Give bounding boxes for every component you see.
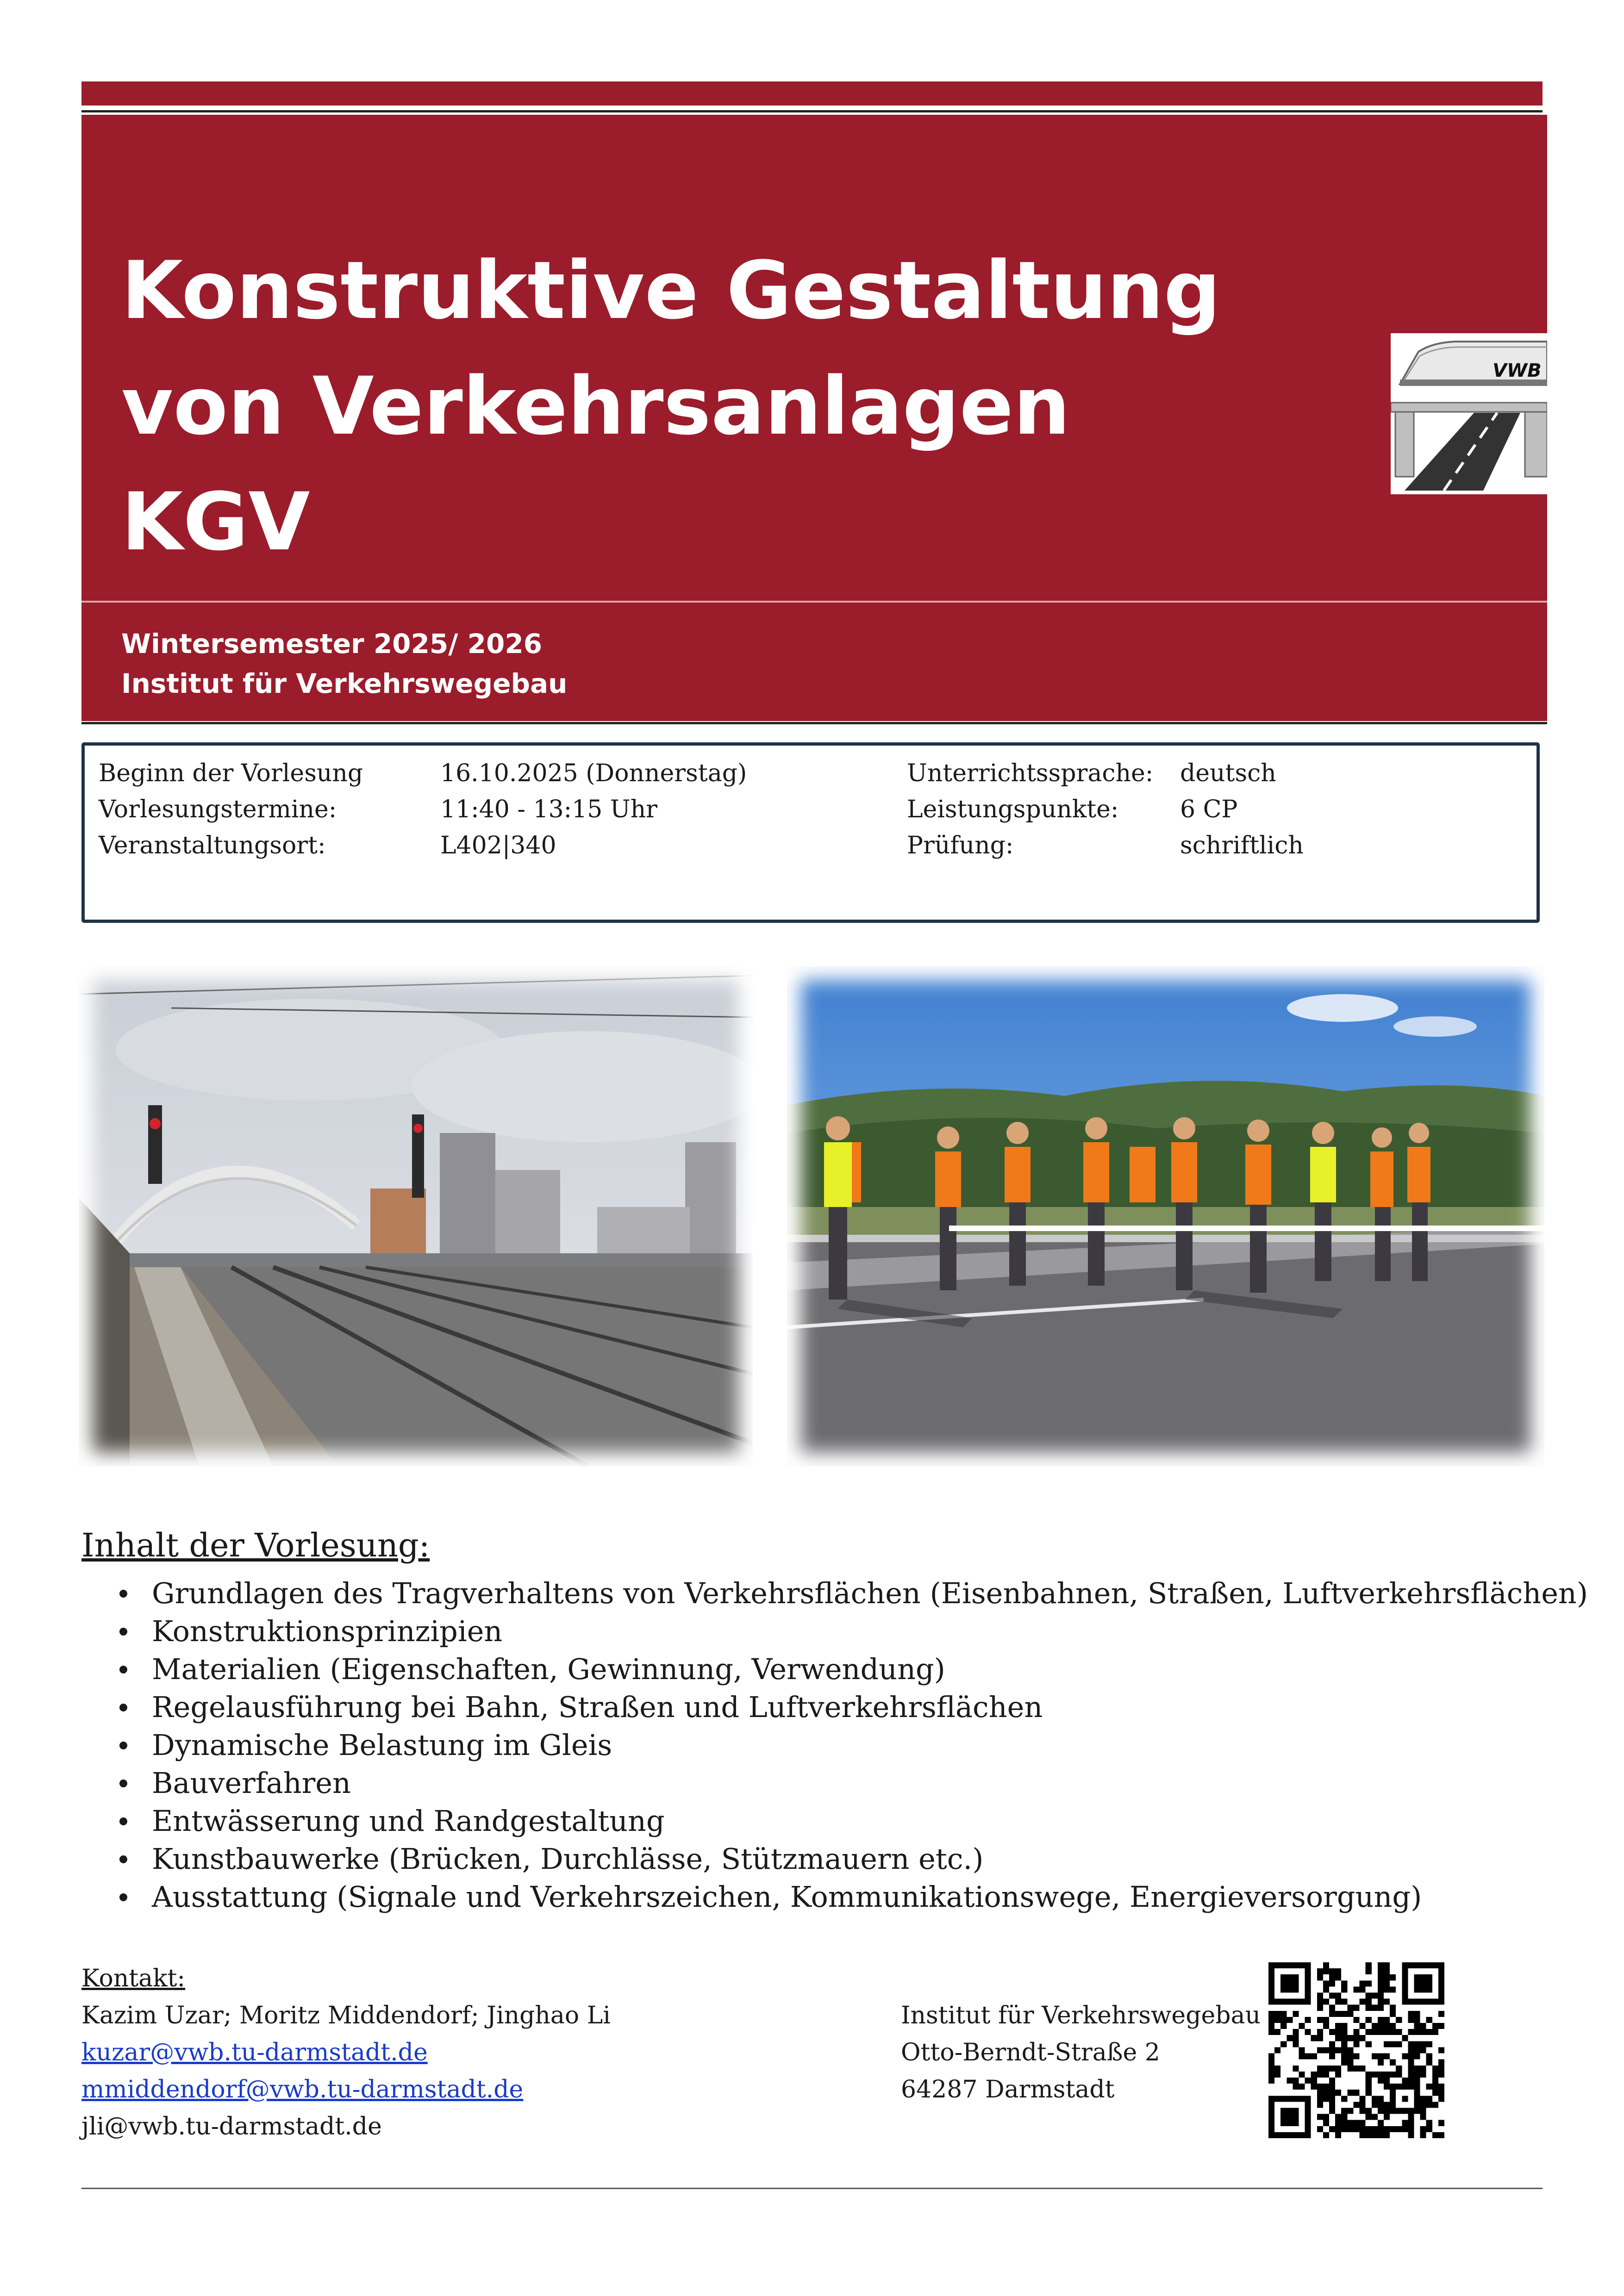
info-label: Beginn der Vorlesung xyxy=(99,759,363,787)
info-value: 6 CP xyxy=(1180,796,1238,823)
info-label: Prüfung: xyxy=(907,832,1014,859)
course-info-box xyxy=(81,742,1540,923)
info-row xyxy=(85,832,1537,868)
banner-bottom-rule xyxy=(81,722,1547,724)
info-row xyxy=(85,796,1537,832)
list-item: Kunstbauwerke (Brücken, Durchlässe, Stützmauern etc.) xyxy=(81,1840,1588,1878)
course-title xyxy=(121,233,1221,580)
contact-block xyxy=(81,1960,611,2145)
list-item: Bauverfahren xyxy=(81,1764,1588,1802)
list-item: Regelausführung bei Bahn, Straßen und Luftverkehrsflächen xyxy=(81,1688,1588,1726)
email-text: jli@vwb.tu-darmstadt.de xyxy=(81,2113,382,2140)
address-line: Otto-Berndt-Straße 2 xyxy=(901,2039,1160,2066)
address-line: Institut für Verkehrswegebau xyxy=(901,2002,1261,2029)
institute-label: Institut für Verkehrswegebau xyxy=(121,668,568,699)
info-value: 11:40 - 13:15 Uhr xyxy=(440,796,658,823)
list-item: Entwässerung und Randgestaltung xyxy=(81,1802,1588,1840)
email-link[interactable]: kuzar@vwb.tu-darmstadt.de xyxy=(81,2039,428,2066)
list-item: Ausstattung (Signale und Verkehrszeichen, Kommunikationswege, Energieversorgung) xyxy=(81,1878,1588,1916)
banner-subtitle xyxy=(121,624,567,703)
info-label: Unterrichtssprache: xyxy=(907,759,1154,787)
content-heading: Inhalt der Vorlesung: xyxy=(81,1526,430,1564)
address-block xyxy=(901,1997,1261,2108)
info-label: Veranstaltungsort: xyxy=(99,832,326,859)
railway-photo xyxy=(79,966,753,1466)
title-line: KGV xyxy=(121,475,310,568)
list-item: Materialien (Eigenschaften, Gewinnung, Verwendung) xyxy=(81,1650,1588,1688)
contact-heading: Kontakt: xyxy=(81,1965,186,1992)
info-label: Leistungspunkte: xyxy=(907,796,1119,823)
title-banner xyxy=(81,115,1547,721)
banner-divider xyxy=(81,601,1547,603)
info-value: L402|340 xyxy=(440,832,556,859)
semester-label: Wintersemester 2025/ 2026 xyxy=(121,628,543,660)
info-label: Vorlesungstermine: xyxy=(99,796,337,823)
logo-text: VWB xyxy=(1493,360,1542,381)
info-row xyxy=(85,759,1537,796)
email-link[interactable]: mmiddendorf@vwb.tu-darmstadt.de xyxy=(81,2076,524,2103)
list-item: Dynamische Belastung im Gleis xyxy=(81,1726,1588,1764)
title-line: von Verkehrsanlagen xyxy=(121,360,1070,453)
site-visit-photo xyxy=(787,966,1544,1466)
top-rule xyxy=(81,110,1543,112)
info-value: deutsch xyxy=(1180,759,1276,787)
title-line: Konstruktive Gestaltung xyxy=(121,244,1221,337)
list-item: Konstruktionsprinzipien xyxy=(81,1612,1588,1650)
info-value: schriftlich xyxy=(1180,832,1304,859)
contact-names: Kazim Uzar; Moritz Middendorf; Jinghao Li xyxy=(81,2002,611,2029)
info-value: 16.10.2025 (Donnerstag) xyxy=(440,759,747,787)
address-line: 64287 Darmstadt xyxy=(901,2076,1115,2103)
vwb-logo xyxy=(1391,333,1547,494)
footer-rule xyxy=(81,2188,1543,2189)
list-item: Grundlagen des Tragverhaltens von Verkehrsflächen (Eisenbahnen, Straßen, Luftverkehrsflächen) xyxy=(81,1574,1588,1612)
qr-code xyxy=(1268,1962,1444,2138)
content-list xyxy=(81,1574,1588,1916)
top-accent-bar xyxy=(81,81,1543,106)
